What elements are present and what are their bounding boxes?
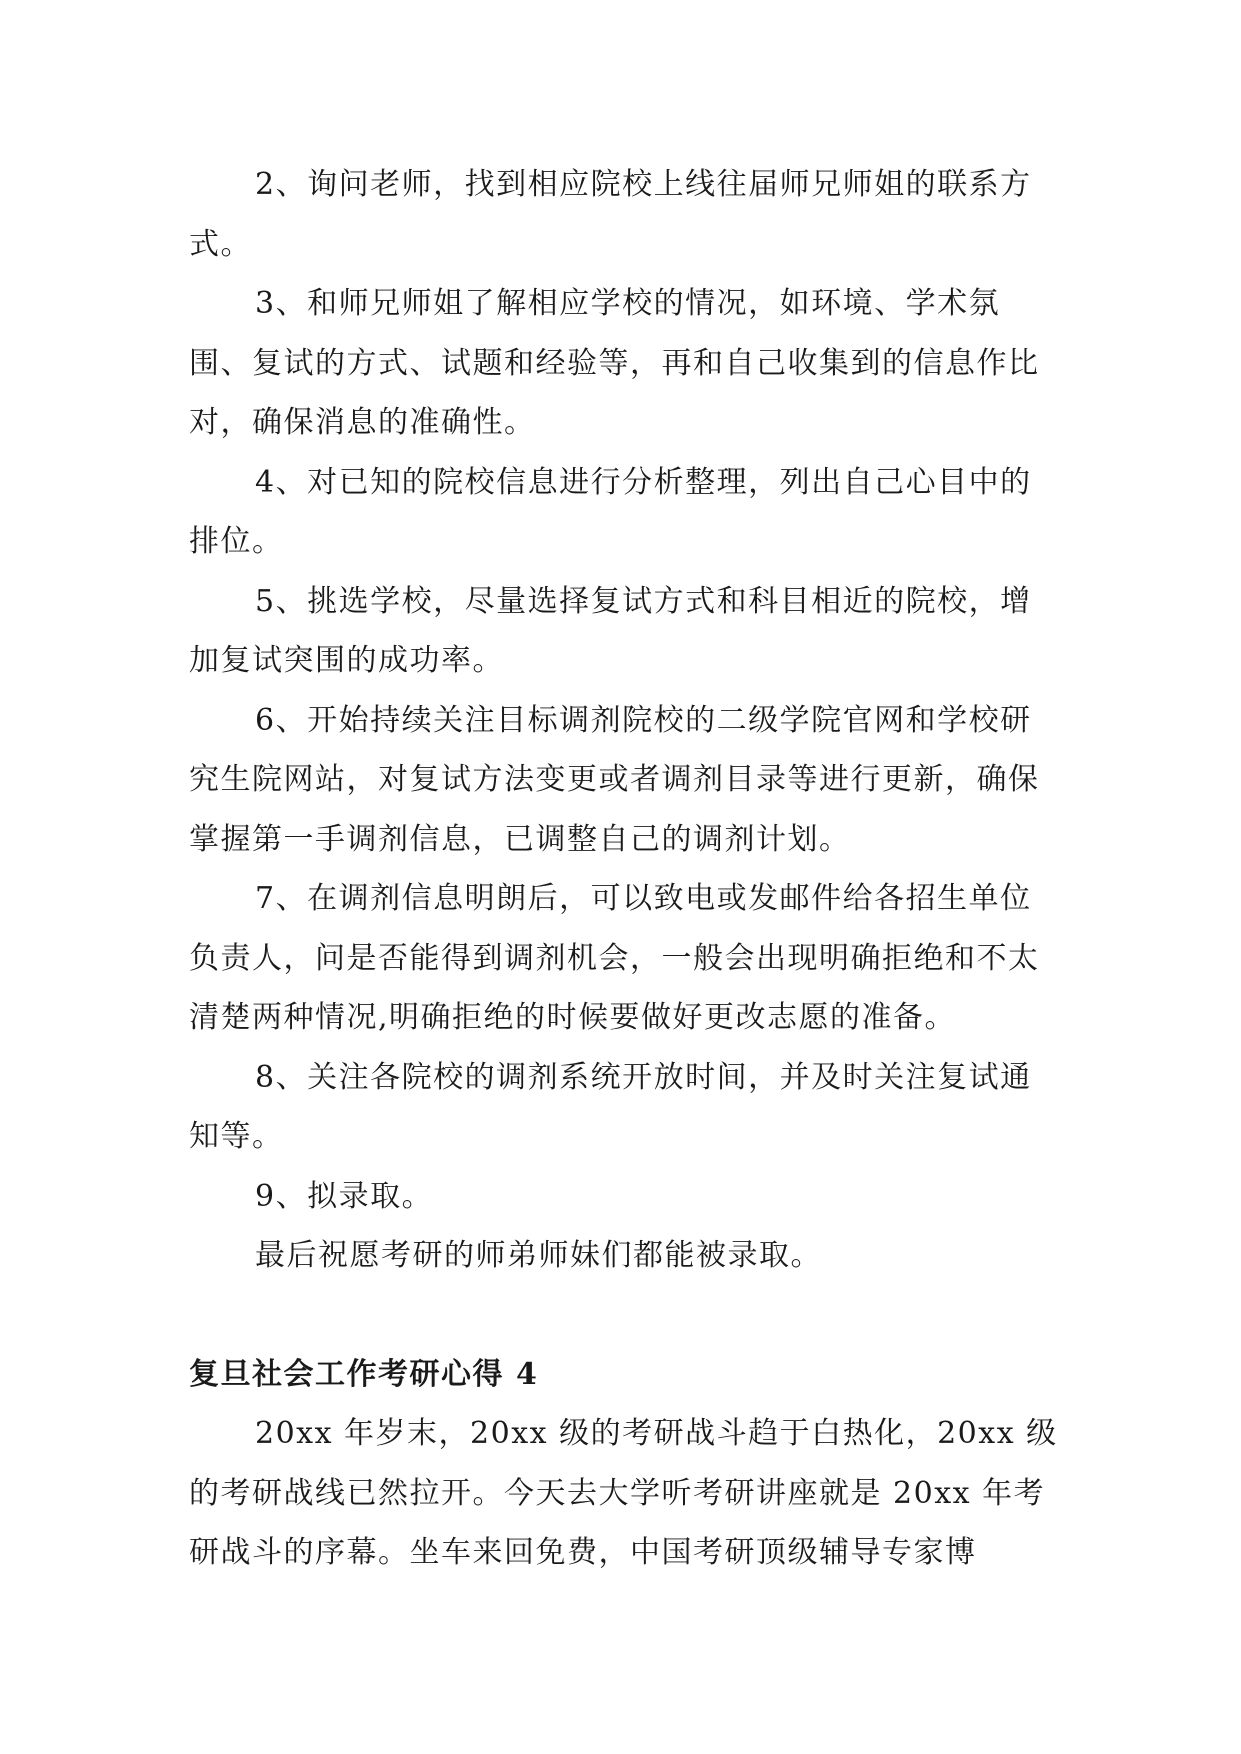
paragraph-step-3: 3、和师兄师姐了解相应学校的情况，如环境、学术氛围、复试的方式、试题和经验等，再和自己收集到的信息作比对，确保消息的准确性。 xyxy=(189,286,1040,440)
paragraph-step-4: 4、对已知的院校信息进行分析整理，列出自己心目中的排位。 xyxy=(189,464,1032,559)
document-body xyxy=(189,155,1061,1583)
paragraph-step-7: 7、在调剂信息明朗后，可以致电或发邮件给各招生单位负责人，问是否能得到调剂机会，一般会出现明确拒绝和不太清楚两种情况,明确拒绝的时候要做好更改志愿的准备。 xyxy=(189,881,1040,1035)
paragraph-step-2: 2、询问老师，找到相应院校上线往届师兄师姐的联系方式。 xyxy=(189,167,1032,262)
paragraph-step-9: 9、拟录取。 xyxy=(255,1178,434,1214)
paragraph-step-8: 8、关注各院校的调剂系统开放时间，并及时关注复试通知等。 xyxy=(189,1059,1032,1154)
section-heading: 复旦社会工作考研心得 4 xyxy=(189,1356,539,1392)
paragraph-closing-wish: 最后祝愿考研的师弟师妹们都能被录取。 xyxy=(255,1238,822,1273)
paragraph-step-6: 6、开始持续关注目标调剂院校的二级学院官网和学校研究生院网站，对复试方法变更或者调剂目录等进行更新，确保掌握第一手调剂信息，已调整自己的调剂计划。 xyxy=(189,702,1040,857)
paragraph-section-intro: 20xx 年岁末，20xx 级的考研战斗趋于白热化，20xx 级的考研战线已然拉开。今天去大学听考研讲座就是 20xx 年考研战斗的序幕。坐车来回免费，中国考研顶级辅导专家博 xyxy=(189,1416,1058,1570)
paragraph-step-5: 5、挑选学校，尽量选择复试方式和科目相近的院校，增加复试突围的成功率。 xyxy=(189,583,1032,678)
